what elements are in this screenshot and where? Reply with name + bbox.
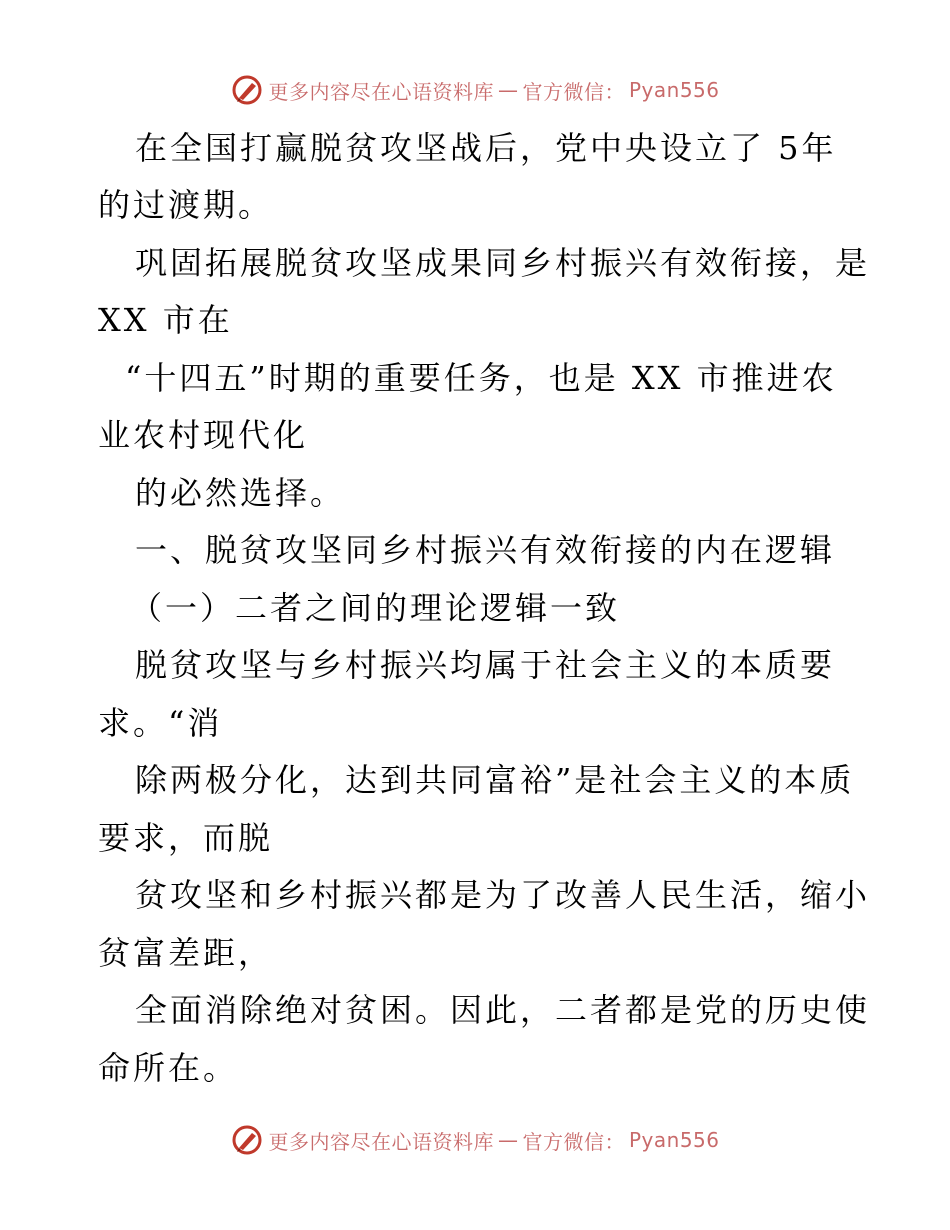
footer-watermark-text: 更多内容尽在心语资料库 (268, 1129, 494, 1154)
text-line-12: 除两极分化，达到共同富裕”是社会主义的本质 (135, 761, 855, 799)
text-line-11: 求。“消 (98, 704, 223, 742)
text-line-6: 业农村现代化 (98, 416, 309, 454)
text-line-13: 要求，而脱 (98, 819, 274, 857)
text-line-10: 脱贫攻坚与乡村振兴均属于社会主义的本质要 (135, 646, 836, 684)
header-watermark-text: 更多内容尽在心语资料库 (268, 79, 494, 104)
text-line-15: 贫富差距， (98, 934, 274, 972)
text-line-1: 在全国打赢脱贫攻坚战后，党中央设立了 5年 (135, 129, 837, 167)
subsection-heading-1: （一）二者之间的理论逻辑一致 (130, 589, 621, 627)
text-line-4: XX 市在 (98, 301, 233, 339)
text-line-3: 巩固拓展脱贫攻坚成果同乡村振兴有效衔接，是 (135, 244, 871, 282)
footer-watermark-separator: — (497, 1128, 519, 1152)
header-watermark-separator: — (497, 78, 519, 102)
section-heading-1: 一、脱贫攻坚同乡村振兴有效衔接的内在逻辑 (135, 531, 836, 569)
footer-watermark-banner (0, 1120, 950, 1160)
text-line-7: 的必然选择。 (135, 474, 346, 512)
text-line-14: 贫攻坚和乡村振兴都是为了改善人民生活，缩小 (135, 876, 871, 914)
text-line-17: 命所在。 (98, 1049, 239, 1087)
footer-watermark-contact-label: 官方微信： (522, 1129, 625, 1154)
text-line-16: 全面消除绝对贫困。因此，二者都是党的历史使 (135, 991, 871, 1029)
footer-watermark-contact-id: Pyan556 (628, 1128, 720, 1152)
footer-watermark (230, 1123, 719, 1157)
text-line-2: 的过渡期。 (98, 186, 274, 224)
pen-logo-icon (230, 1123, 264, 1157)
header-watermark-contact-id: Pyan556 (628, 78, 720, 102)
header-watermark-contact-label: 官方微信： (522, 79, 625, 104)
text-line-5: “十四五”时期的重要任务，也是 XX 市推进农 (125, 359, 837, 397)
